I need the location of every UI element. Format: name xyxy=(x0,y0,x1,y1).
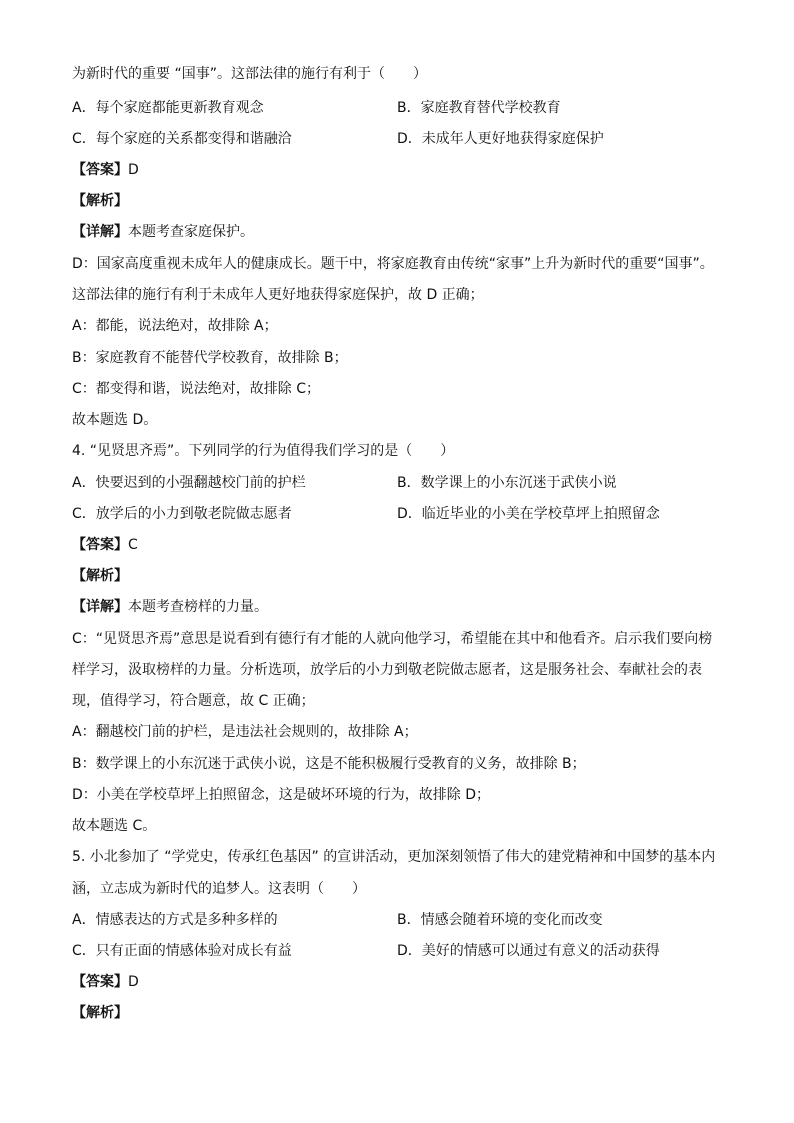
q5-option-d: D．美好的情感可以通过有意义的活动获得 xyxy=(397,943,660,959)
q4-explain-line: 现，值得学习，符合题意，故 C 正确； xyxy=(72,693,315,709)
q4-answer-line xyxy=(72,536,732,554)
q5-option-a: A．情感表达的方式是多种多样的 xyxy=(72,912,278,928)
q4-explain-line: A：翻越校门前的护栏，是违法社会规则的，故排除 A； xyxy=(72,724,418,740)
q4-analysis-tag: 【解析】 xyxy=(72,568,128,584)
q3-explain-line: D：国家高度重视未成年人的健康成长。题干中，将家庭教育由传统“家事”上升为新时代的重要“国事”。 xyxy=(72,256,714,272)
q4-option-d: D．临近毕业的小美在学校草坪上拍照留念 xyxy=(397,506,660,522)
q4-detail-tag: 【详解】 xyxy=(72,599,128,615)
q5-answer-line xyxy=(72,973,732,991)
q4-option-a: A．快要迟到的小强翻越校门前的护栏 xyxy=(72,475,306,491)
q4-explain-line: 样学习，汲取榜样的力量。分析选项，放学后的小力到敬老院做志愿者，这是服务社会、奉献社会的表 xyxy=(72,662,702,678)
q4-conclusion: 故本题选 C。 xyxy=(72,818,157,834)
q4-detail-line xyxy=(72,598,732,616)
q3-explain-line: C：都变得和谐，说法绝对，故排除 C； xyxy=(72,381,320,397)
q3-explain-line: A：都能，说法绝对，故排除 A； xyxy=(72,318,278,334)
q4-stem: 4. “见贤思齐焉”。下列同学的行为值得我们学习的是（ ） xyxy=(72,443,455,459)
q4-explain-line: C：“见贤思齐焉”意思是说看到有德行有才能的人就向他学习，希望能在其中和他看齐。启示我们要向榜 xyxy=(72,631,713,647)
q3-detail-intro: 本题考查家庭保护。 xyxy=(128,224,254,240)
q3-option-a: A．每个家庭都能更新教育观念 xyxy=(72,100,264,116)
q4-answer: C xyxy=(128,537,138,553)
q3-option-c: C．每个家庭的关系都变得和谐融洽 xyxy=(72,131,292,147)
q5-option-c: C．只有正面的情感体验对成长有益 xyxy=(72,943,292,959)
q3-explain-line: B：家庭教育不能替代学校教育，故排除 B； xyxy=(72,350,348,366)
q4-option-b: B．数学课上的小东沉迷于武侠小说 xyxy=(397,475,617,491)
q3-explain-line: 这部法律的施行有利于未成年人更好地获得家庭保护，故 D 正确； xyxy=(72,287,484,303)
q5-stem-line: 涵，立志成为新时代的追梦人。这表明（ ） xyxy=(72,881,366,897)
q3-analysis-tag: 【解析】 xyxy=(72,193,128,209)
q4-option-c: C．放学后的小力到敬老院做志愿者 xyxy=(72,506,292,522)
q5-analysis-tag: 【解析】 xyxy=(72,1005,128,1021)
q4-explain-line: D：小美在学校草坪上拍照留念，这是破坏环境的行为，故排除 D； xyxy=(72,787,491,803)
q3-conclusion: 故本题选 D。 xyxy=(72,412,158,428)
q4-detail-intro: 本题考查榜样的力量。 xyxy=(128,599,268,615)
q4-answer-tag: 【答案】 xyxy=(72,537,128,553)
q3-stem-tail: 为新时代的重要 “国事”。这部法律的施行有利于（ ） xyxy=(72,66,427,82)
q3-option-d: D．未成年人更好地获得家庭保护 xyxy=(397,131,604,147)
q4-explain-line: B：数学课上的小东沉迷于武侠小说，这是不能积极履行受教育的义务，故排除 B； xyxy=(72,756,586,772)
q3-answer-tag: 【答案】 xyxy=(72,162,128,178)
q5-option-b: B．情感会随着环境的变化而改变 xyxy=(397,912,603,928)
q5-answer: D xyxy=(128,974,139,990)
q5-answer-tag: 【答案】 xyxy=(72,974,128,990)
q3-detail-line xyxy=(72,223,732,241)
q3-detail-tag: 【详解】 xyxy=(72,224,128,240)
q5-stem-line: 5. 小北参加了 “学党史，传承红色基因” 的宣讲活动，更加深刻领悟了伟大的建党精神和中国梦的基本内 xyxy=(72,849,716,865)
q3-answer: D xyxy=(128,162,139,178)
q3-option-b: B．家庭教育替代学校教育 xyxy=(397,100,561,116)
q3-answer-line xyxy=(72,161,732,179)
